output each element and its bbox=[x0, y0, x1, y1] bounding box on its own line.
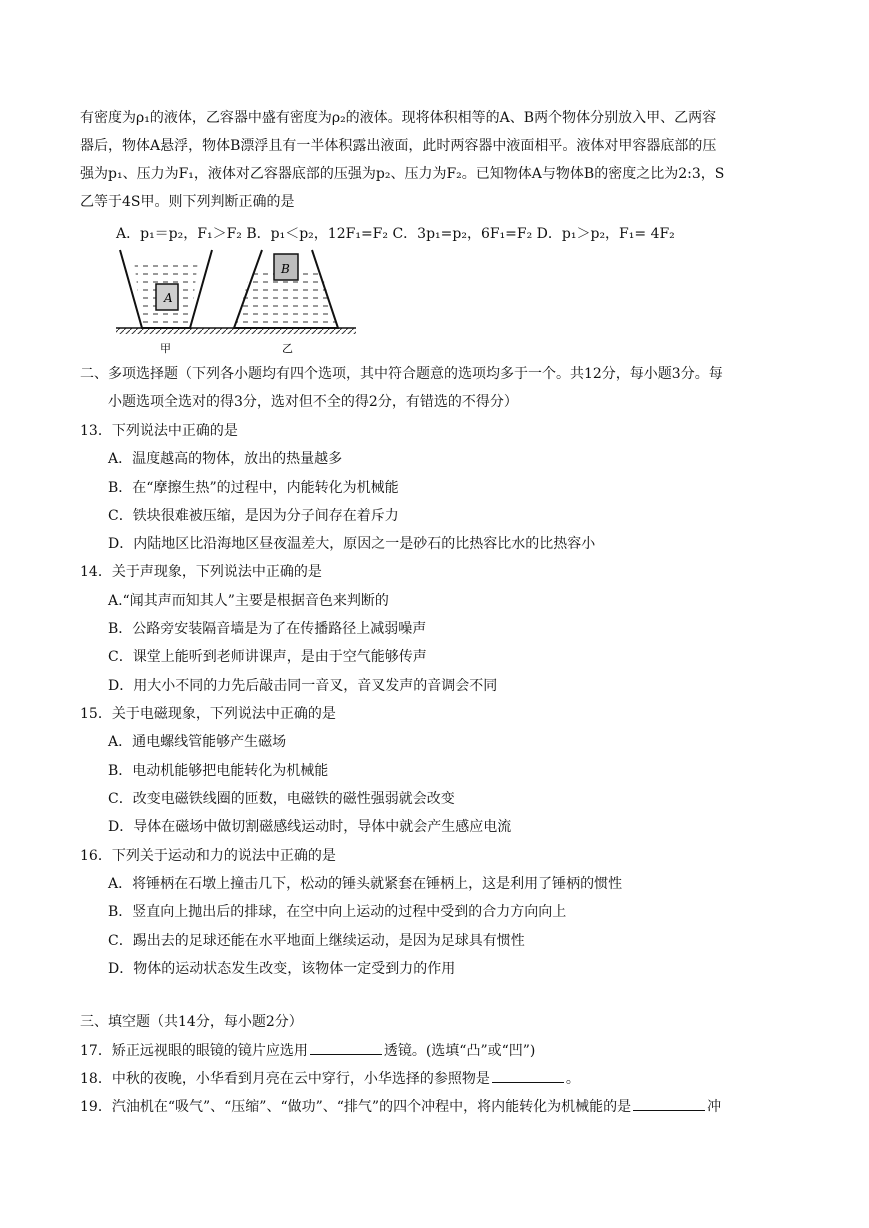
q18-text-after: 。 bbox=[565, 1071, 580, 1087]
q14-option-b: B．公路旁安装隔音墙是为了在传播路径上减弱噪声 bbox=[108, 621, 427, 637]
q14-option-c: C．课堂上能听到老师讲课声，是由于空气能够传声 bbox=[108, 649, 427, 665]
q14-stem: 14．关于声现象，下列说法中正确的是 bbox=[80, 564, 322, 580]
q13-option-a: A．温度越高的物体，放出的热量越多 bbox=[108, 451, 343, 467]
q16-option-b: B．竖直向上抛出后的排球，在空中向上运动的过程中受到的合力方向向上 bbox=[108, 904, 567, 920]
section3-heading: 三、填空题（共14分，每小题2分） bbox=[80, 1014, 303, 1030]
q19-answer-blank[interactable] bbox=[633, 1096, 705, 1111]
q17-answer-blank[interactable] bbox=[310, 1040, 382, 1055]
q18-line bbox=[80, 1068, 580, 1089]
label-a: A bbox=[164, 291, 173, 305]
q19-text-after: 冲 bbox=[707, 1099, 722, 1115]
q19-line bbox=[80, 1096, 721, 1117]
q13-option-c: C．铁块很难被压缩，是因为分子间存在着斥力 bbox=[108, 508, 399, 524]
q15-option-b: B．电动机能够把电能转化为机械能 bbox=[108, 763, 329, 779]
q12-options: A．p₁＝p₂，F₁＞F₂ B．p₁＜p₂，12F₁=F₂ C．3p₁=p₂，6F₁=F₂ D．p₁＞p₂，F₁= 4F₂ bbox=[116, 226, 675, 242]
q13-option-b: B．在“摩擦生热”的过程中，内能转化为机械能 bbox=[108, 480, 399, 496]
q12-stem-line-4: 乙等于4S甲。则下列判断正确的是 bbox=[80, 194, 295, 210]
q16-stem: 16．下列关于运动和力的说法中正确的是 bbox=[80, 848, 336, 864]
q12-stem-line-3: 强为p₁、压力为F₁，液体对乙容器底部的压强为p₂、压力为F₂。已知物体A与物体B的密度之比为2:3，S bbox=[80, 166, 725, 182]
caption-jia: 甲 bbox=[160, 342, 171, 355]
q15-option-d: D．导体在磁场中做切割磁感线运动时，导体中就会产生感应电流 bbox=[108, 819, 512, 835]
q12-stem-line-2: 器后，物体A悬浮，物体B漂浮且有一半体积露出液面，此时两容器中液面相平。液体对甲容器底部的压 bbox=[80, 138, 717, 154]
q17-text-after: 透镜。(选填“凸”或“凹”) bbox=[383, 1043, 536, 1059]
q13-option-d: D．内陆地区比沿海地区昼夜温差大，原因之一是砂石的比热容比水的比热容小 bbox=[108, 536, 596, 552]
q15-stem: 15．关于电磁现象，下列说法中正确的是 bbox=[80, 706, 336, 722]
q17-text-before: 17．矫正远视眼的眼镜的镜片应选用 bbox=[80, 1043, 308, 1059]
q16-option-c: C．踢出去的足球还能在水平地面上继续运动，是因为足球具有惯性 bbox=[108, 933, 525, 949]
q18-answer-blank[interactable] bbox=[492, 1068, 564, 1083]
section2-heading-line-1: 二、多项选择题（下列各小题均有四个选项，其中符合题意的选项均多于一个。共12分，每小题3分。每 bbox=[80, 366, 723, 382]
q12-stem-line-1: 有密度为ρ₁的液体，乙容器中盛有密度为ρ₂的液体。现将体积相等的A、B两个物体分别放入甲、乙两容 bbox=[80, 110, 717, 126]
q18-text-before: 18．中秋的夜晚，小华看到月亮在云中穿行，小华选择的参照物是 bbox=[80, 1071, 490, 1087]
label-b: B bbox=[281, 262, 290, 276]
caption-yi: 乙 bbox=[282, 342, 293, 355]
q12-figure bbox=[112, 246, 362, 358]
q16-option-d: D．物体的运动状态发生改变，该物体一定受到力的作用 bbox=[108, 961, 456, 977]
section2-heading-line-2: 小题选项全选对的得3分，选对但不全的得2分，有错选的不得分） bbox=[108, 394, 518, 410]
q16-option-a: A．将锤柄在石墩上撞击几下，松动的锤头就紧套在锤柄上，这是利用了锤柄的惯性 bbox=[108, 876, 623, 892]
q13-stem: 13．下列说法中正确的是 bbox=[80, 423, 238, 439]
q15-option-c: C．改变电磁铁线圈的匝数，电磁铁的磁性强弱就会改变 bbox=[108, 791, 455, 807]
q19-text-before: 19．汽油机在“吸气”、“压缩”、“做功”、“排气”的四个冲程中，将内能转化为机械能的是 bbox=[80, 1099, 632, 1115]
q14-option-a: A.“闻其声而知其人”主要是根据音色来判断的 bbox=[108, 593, 389, 609]
q14-option-d: D．用大小不同的力先后敲击同一音叉，音叉发声的音调会不同 bbox=[108, 678, 498, 694]
q15-option-a: A．通电螺线管能够产生磁场 bbox=[108, 734, 287, 750]
q17-line bbox=[80, 1040, 535, 1061]
